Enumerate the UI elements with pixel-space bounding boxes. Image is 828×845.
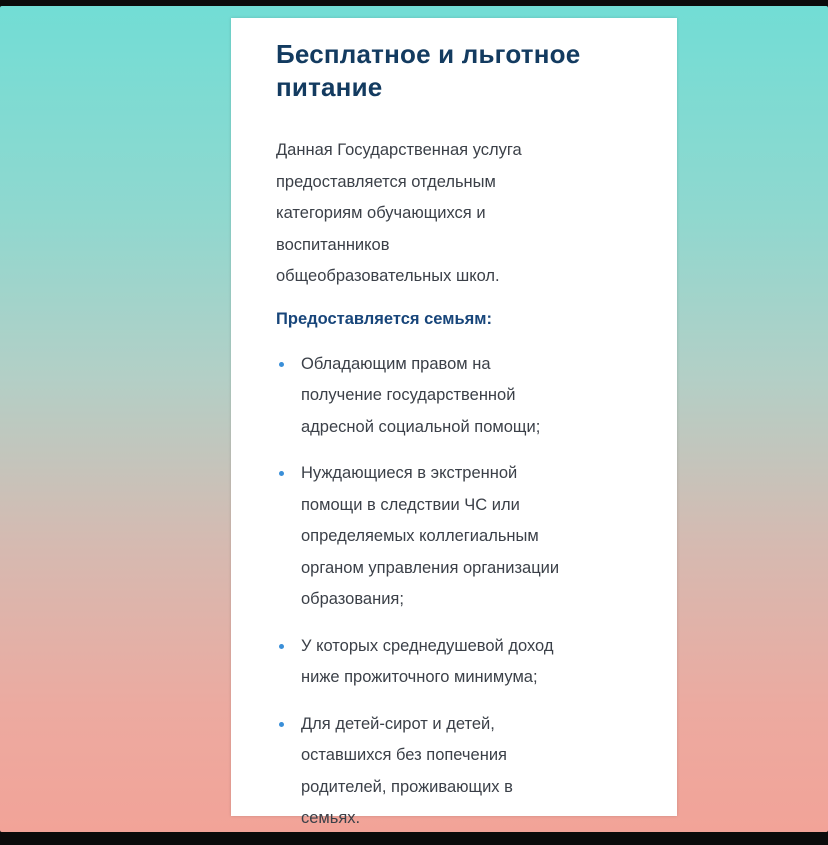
bottom-bar bbox=[0, 832, 828, 845]
card-title: Бесплатное и льготное питание bbox=[276, 39, 581, 102]
card-content bbox=[276, 38, 636, 845]
bullet-dot-icon bbox=[279, 722, 284, 727]
list-item bbox=[276, 709, 636, 835]
bullet-dot-icon bbox=[279, 471, 284, 476]
info-card bbox=[231, 18, 677, 827]
families-subheading: Предоставляется семьям: bbox=[276, 309, 492, 328]
list-item-text: Для детей-сирот и детей, оставшихся без попечения родителей, проживающих в семьях. bbox=[301, 714, 513, 827]
bullet-dot-icon bbox=[279, 644, 284, 649]
list-item-text: У которых среднедушевой доход ниже прожиточного минимума; bbox=[301, 636, 554, 686]
list-item bbox=[276, 631, 636, 694]
intro-paragraph: Данная Государственная услуга предоставляется отдельным категориям обучающихся и воспитанников общеобразовательных школ. bbox=[276, 141, 522, 285]
list-item bbox=[276, 458, 636, 616]
list-item-text: Нуждающиеся в экстренной помощи в следствии ЧС или определяемых коллегиальным органом управления организации образования; bbox=[301, 464, 560, 608]
list-item-text: Обладающим правом на получение государственной адресной социальной помощи; bbox=[301, 354, 541, 436]
list-item bbox=[276, 349, 636, 444]
bullet-dot-icon bbox=[279, 362, 284, 367]
families-list bbox=[276, 349, 636, 835]
